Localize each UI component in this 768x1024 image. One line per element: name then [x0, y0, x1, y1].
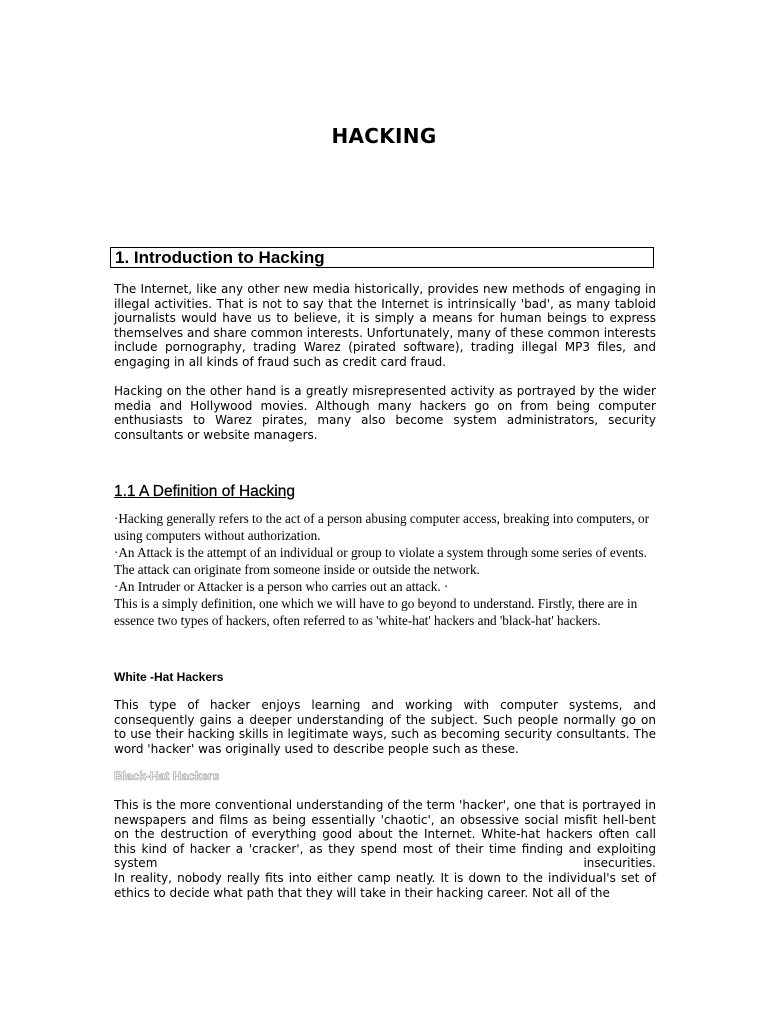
definition-block	[114, 510, 654, 629]
white-hat-heading: White -Hat Hackers	[114, 670, 224, 684]
black-hat-paragraph-part-2: In reality, nobody really fits into either camp neatly. It is down to the individual's set of ethics to decide what path that they will take in their hacking career. Not all of the	[114, 870, 656, 900]
black-hat-heading: Black-Hat Hackers	[114, 769, 220, 783]
section-heading-introduction: 1. Introduction to Hacking	[110, 247, 654, 268]
definition-line: ·An Intruder or Attacker is a person who carries out an attack. ·	[114, 579, 449, 594]
intro-paragraph-2: Hacking on the other hand is a greatly misrepresented activity as portrayed by the wider media and Hollywood movies. Although many hackers go on from being computer enthusiasts to Warez pirates, many also become system administrators, security consultants or website managers.	[114, 384, 656, 442]
white-hat-paragraph: This type of hacker enjoys learning and working with computer systems, and consequently gains a deeper understanding of the subject. Such people normally go on to use their hacking skills in legitimate ways, such as becoming security consultants. The word 'hacker' was originally used to describe people such as these.	[114, 698, 656, 756]
subsection-heading-definition: 1.1 A Definition of Hacking	[114, 483, 295, 500]
definition-line: ·Hacking generally refers to the act of a person abusing computer access, breaking into computers, or using computers without authorization.	[114, 511, 649, 543]
definition-line: ·An Attack is the attempt of an individual or group to violate a system through some series of events. The attack can originate from someone inside or outside the network.	[114, 545, 647, 577]
black-hat-paragraph	[114, 798, 656, 900]
black-hat-paragraph-part-1: This is the more conventional understanding of the term 'hacker', one that is portrayed in newspapers and films as being essentially 'chaotic', an obsessive social misfit hell-bent on the destruction of everything good about the Internet. White-hat hackers often call this kind of hacker a 'cracker', as they spend most of their time finding and exploiting system insecurities.	[114, 798, 656, 871]
definition-line: This is a simply definition, one which we will have to go beyond to understand. Firstly, there are in essence two types of hackers, often referred to as 'white-hat' hackers and 'black-hat' hackers.	[114, 596, 638, 628]
intro-paragraph-1: The Internet, like any other new media historically, provides new methods of engaging in illegal activities. That is not to say that the Internet is intrinsically 'bad', as many tabloid journalists would have us to believe, it is simply a means for human beings to express themselves and share common interests. Unfortunately, many of these common interests include pornography, trading Warez (pirated software), trading illegal MP3 files, and engaging in all kinds of fraud such as credit card fraud.	[114, 282, 656, 369]
document-title: HACKING	[331, 124, 437, 148]
